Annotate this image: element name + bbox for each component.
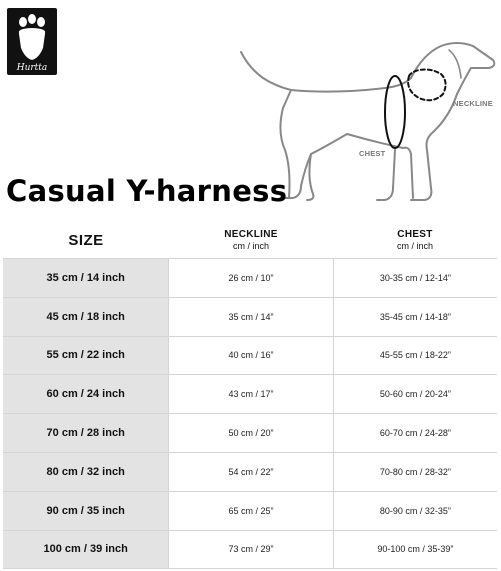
neckline-cell: 65 cm / 25”: [168, 492, 332, 530]
chest-cell: 60-70 cm / 24-28”: [333, 414, 497, 452]
size-header: SIZE: [68, 231, 104, 249]
size-cell: 35 cm / 14 inch: [3, 259, 168, 297]
table-row: [3, 258, 497, 297]
size-table: [3, 222, 497, 569]
neckline-cell: 54 cm / 22”: [168, 453, 332, 491]
neckline-header: [169, 222, 333, 258]
size-cell: 100 cm / 39 inch: [3, 531, 168, 569]
chest-cell: 45-55 cm / 18-22”: [333, 337, 497, 375]
size-cell: 60 cm / 24 inch: [3, 375, 168, 413]
neckline-header-label: NECKLINE: [224, 229, 278, 240]
chest-label: CHEST: [359, 149, 386, 158]
chest-header: [333, 222, 497, 258]
neckline-cell: 35 cm / 14”: [168, 298, 332, 336]
size-cell: 90 cm / 35 inch: [3, 492, 168, 530]
chest-cell: 90-100 cm / 35-39”: [333, 531, 497, 569]
chest-header-units: cm / inch: [396, 241, 433, 251]
table-row: [3, 336, 497, 375]
table-row: [3, 452, 497, 491]
table-row: [3, 491, 497, 530]
neckline-cell: 50 cm / 20”: [168, 414, 332, 452]
hurtta-logo: [7, 8, 57, 75]
neckline-label: NECKLINE: [453, 99, 493, 108]
chest-header-label: CHEST: [397, 229, 433, 240]
table-row: [3, 530, 497, 570]
neckline-header-units: cm / inch: [232, 241, 269, 251]
neckline-cell: 40 cm / 16”: [168, 337, 332, 375]
neckline-cell: 73 cm / 29”: [168, 531, 332, 569]
chest-cell: 80-90 cm / 32-35”: [333, 492, 497, 530]
chest-cell: 35-45 cm / 14-18”: [333, 298, 497, 336]
size-cell: 70 cm / 28 inch: [3, 414, 168, 452]
table-header: [3, 222, 497, 258]
neckline-cell: 26 cm / 10”: [168, 259, 332, 297]
svg-text:Hurtta: Hurtta: [16, 63, 48, 73]
size-cell: 45 cm / 18 inch: [3, 298, 168, 336]
page-title: Casual Y-harness: [6, 174, 288, 208]
size-cell: 80 cm / 32 inch: [3, 453, 168, 491]
chest-cell: 30-35 cm / 12-14”: [333, 259, 497, 297]
table-row: [3, 374, 497, 413]
size-cell: 55 cm / 22 inch: [3, 337, 168, 375]
table-row: [3, 413, 497, 452]
neckline-cell: 43 cm / 17”: [168, 375, 332, 413]
chest-cell: 50-60 cm / 20-24”: [333, 375, 497, 413]
chest-cell: 70-80 cm / 28-32”: [333, 453, 497, 491]
table-row: [3, 297, 497, 336]
